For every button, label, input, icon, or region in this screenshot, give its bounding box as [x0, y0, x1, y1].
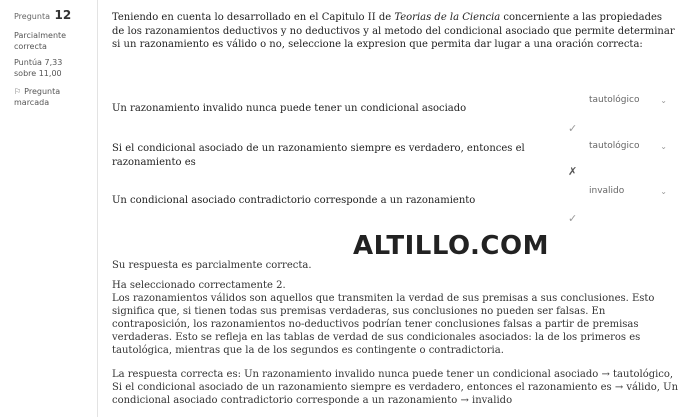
answer-select-value: tautológico: [589, 141, 640, 151]
question-label: Pregunta: [14, 12, 50, 21]
answer-select-value: tautológico: [589, 95, 640, 105]
answer-select[interactable]: [589, 185, 667, 199]
flag-label: Pregunta marcada: [14, 87, 61, 107]
question-state: Parcialmente correcta: [14, 31, 67, 51]
question-text-before: Teniendo en cuenta lo desarrollado en el Capitulo II de: [112, 12, 395, 23]
chevron-down-icon: ⌄: [660, 96, 667, 105]
flag-question-toggle[interactable]: [14, 86, 94, 108]
answer-select-value: invalido: [589, 186, 625, 196]
panel-divider: [97, 0, 98, 417]
chevron-down-icon: ⌄: [660, 142, 667, 151]
question-info-panel: [0, 0, 97, 417]
check-icon: ✓: [568, 122, 578, 135]
match-row-stem: Si el condicional asociado de un razonamiento siempre es verdadero, entonces el razonamiento es: [112, 143, 525, 168]
match-row-stem: Un razonamiento invalido nunca puede tener un condicional asociado: [112, 103, 467, 114]
question-text-after: concerniente a las propiedades de los razonamientos deductivos y no deductivos y al metodo del condicional asociado que permite determinar si un razonamiento es válido o no, seleccione la expresion que permita dar lugar a una oración correcta:: [112, 12, 675, 50]
feedback-summary: Su respuesta es parcialmente correcta.: [112, 260, 312, 271]
question-text: [112, 11, 677, 52]
book-title: Teorias de la Ciencia: [394, 12, 501, 23]
question-number-block: [14, 10, 71, 22]
answer-select[interactable]: [589, 94, 667, 108]
flag-icon: ⚐: [14, 87, 22, 96]
match-row: [112, 185, 687, 227]
answer-select[interactable]: [589, 140, 667, 154]
match-row: [112, 140, 687, 182]
correct-answer: La respuesta correcta es: Un razonamiento invalido nunca puede tener un condicional asociado → tautológico, Si el condicional asociado de un razonamiento siempre es verdadero, entonces el razonamiento es → válido, Un condicional asociado contradictorio corresponde a un razonamiento → invalido: [112, 369, 679, 406]
feedback-explanation: Los razonamientos válidos son aquellos que transmiten la verdad de sus premisas a sus conclusiones. Esto significa que, si tienen todas sus premisas verdaderas, sus conclusiones no pueden ser falsas. En contraposición, los razonamientos no-deductivos podrían tener conclusiones falsas a partir de premisas verdaderas. Esto se refleja en las tablas de verdad de sus condicionales asociados: la de los primeros es tautológica, mientras que la de los segundos es contingente o contradictoria.: [112, 293, 655, 356]
question-grade: Puntúa 7,33 sobre 11,00: [14, 58, 63, 78]
match-row: [112, 94, 687, 134]
chevron-down-icon: ⌄: [660, 187, 667, 196]
watermark: ALTILLO.COM: [353, 231, 549, 261]
cross-icon: ✗: [568, 165, 578, 178]
check-icon: ✓: [568, 212, 578, 225]
feedback-count: Ha seleccionado correctamente 2.: [112, 280, 286, 291]
question-number: 12: [54, 8, 72, 22]
match-row-stem: Un condicional asociado contradictorio corresponde a un razonamiento: [112, 195, 476, 206]
